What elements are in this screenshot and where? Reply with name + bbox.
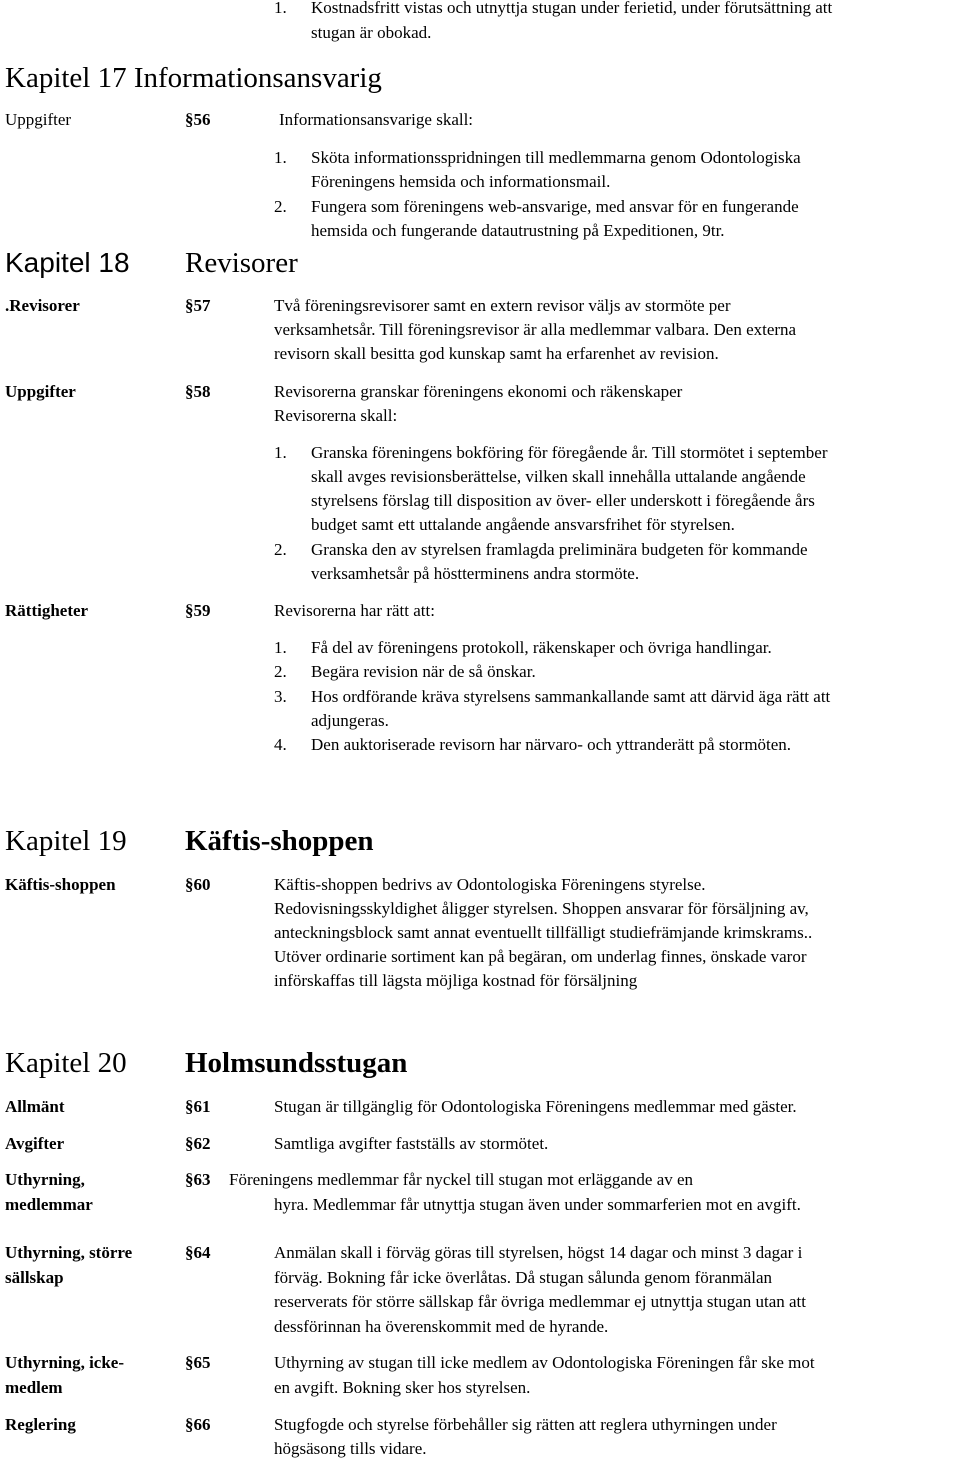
item-text: Fungera som föreningens web-ansvarige, med ansvar för en fungerande bbox=[311, 197, 799, 216]
item-number: 4. bbox=[274, 735, 287, 754]
item-number: 1. bbox=[274, 148, 287, 167]
item-text: Den auktoriserade revisorn har närvaro- och yttranderätt på stormöten. bbox=[311, 735, 792, 754]
section-text: Stugan är tillgänglig för Odontologiska Föreningens medlemmar med gäster. bbox=[274, 1097, 797, 1116]
section-text: högsäsong tills vidare. bbox=[274, 1439, 427, 1458]
item-number: 1. bbox=[274, 443, 287, 462]
section-label: Uppgifter bbox=[5, 110, 72, 129]
item-text: verksamhetsår på höstterminens andra stormöte. bbox=[311, 564, 640, 583]
section-text: förväg. Bokning får icke överlåtas. Då stugan sålunda genom föranmälan bbox=[274, 1268, 773, 1287]
paragraph-number: §64 bbox=[185, 1243, 211, 1262]
section-text: Stugfogde och styrelse förbehåller sig rätten att reglera uthyrningen under bbox=[274, 1415, 777, 1434]
paragraph-number: §60 bbox=[185, 875, 211, 894]
item-text: budget samt ett uttalande angående ansvarsfrihet för styrelsen. bbox=[311, 515, 735, 534]
section-text: Samtliga avgifter fastställs av stormötet. bbox=[274, 1134, 549, 1153]
paragraph-number: §61 bbox=[185, 1097, 211, 1116]
item-text: stugan är obokad. bbox=[311, 23, 432, 42]
section-text: Föreningens medlemmar får nyckel till stugan mot erläggande av en bbox=[229, 1170, 694, 1189]
section-text: dessförinnan ha överenskommit med de hyrande. bbox=[274, 1317, 609, 1336]
section-text: Revisorerna skall: bbox=[274, 406, 398, 425]
section-label: Uthyrning, bbox=[5, 1170, 85, 1189]
section-text: Två föreningsrevisorer samt en extern revisor väljs av stormöte per bbox=[274, 296, 731, 315]
item-text: Begära revision när de så önskar. bbox=[311, 662, 536, 681]
section-text: Utöver ordinarie sortiment kan på begäran, om underlag finnes, önskade varor bbox=[274, 947, 807, 966]
section-text: införskaffas till lägsta möjliga kostnad för försäljning bbox=[274, 971, 638, 990]
section-text: reserverats för större sällskap får övriga medlemmar ej utnyttja stugan utan att bbox=[274, 1292, 807, 1311]
section-text: Uthyrning av stugan till icke medlem av Odontologiska Föreningen får ske mot bbox=[274, 1353, 815, 1372]
section-label: .Revisorer bbox=[5, 296, 80, 315]
item-text: hemsida och fungerande datautrustning på Expeditionen, 9tr. bbox=[311, 221, 725, 240]
chapter-title: Käftis-shoppen bbox=[185, 825, 374, 857]
item-number: 3. bbox=[274, 687, 287, 706]
item-text: Sköta informationsspridningen till medlemmarna genom Odontologiska bbox=[311, 148, 801, 167]
item-number: 2. bbox=[274, 197, 287, 216]
item-text: Granska föreningens bokföring för föregående år. Till stormötet i september bbox=[311, 443, 828, 462]
section-text: verksamhetsår. Till föreningsrevisor är alla medlemmar valbara. Den externa bbox=[274, 320, 797, 339]
section-label: Reglering bbox=[5, 1415, 76, 1434]
section-text: Anmälan skall i förväg göras till styrelsen, högst 14 dagar och minst 3 dagar i bbox=[274, 1243, 803, 1262]
chapter-number: Kapitel 18 bbox=[5, 247, 130, 278]
section-intro: Informationsansvarige skall: bbox=[279, 110, 474, 129]
paragraph-number: §63 bbox=[185, 1170, 211, 1189]
paragraph-number: §56 bbox=[185, 110, 211, 129]
paragraph-number: §58 bbox=[185, 382, 211, 401]
paragraph-number: §57 bbox=[185, 296, 211, 315]
chapter-heading: Kapitel 17 Informationsansvarig bbox=[5, 62, 382, 94]
item-number: 2. bbox=[274, 662, 287, 681]
item-number: 2. bbox=[274, 540, 287, 559]
item-text: Föreningens hemsida och informationsmail. bbox=[311, 172, 611, 191]
item-text: styrelsens förslag till disposition av över- eller underskott i föregående års bbox=[311, 491, 815, 510]
section-text: hyra. Medlemmar får utnyttja stugan även under sommarferien mot en avgift. bbox=[274, 1195, 801, 1214]
section-text: Revisorerna granskar föreningens ekonomi och räkenskaper bbox=[274, 382, 683, 401]
section-text: anteckningsblock samt annat eventuellt tillfälligt studiefrämjande krimskrams.. bbox=[274, 923, 813, 942]
paragraph-number: §62 bbox=[185, 1134, 211, 1153]
section-label: Allmänt bbox=[5, 1097, 65, 1116]
item-text: Få del av föreningens protokoll, räkenskaper och övriga handlingar. bbox=[311, 638, 772, 657]
section-text: revisorn skall besitta god kunskap samt ha erfarenhet av revision. bbox=[274, 344, 719, 363]
section-intro: Revisorerna har rätt att: bbox=[274, 601, 435, 620]
section-label: Käftis-shoppen bbox=[5, 875, 116, 894]
section-label: Avgifter bbox=[5, 1134, 65, 1153]
item-text: adjungeras. bbox=[311, 711, 389, 730]
section-label: medlemmar bbox=[5, 1195, 93, 1214]
paragraph-number: §66 bbox=[185, 1415, 211, 1434]
item-text: Granska den av styrelsen framlagda preliminära budgeten för kommande bbox=[311, 540, 808, 559]
item-number: 1. bbox=[274, 0, 287, 17]
item-number: 1. bbox=[274, 638, 287, 657]
section-label: medlem bbox=[5, 1378, 63, 1397]
paragraph-number: §59 bbox=[185, 601, 211, 620]
section-text: Käftis-shoppen bedrivs av Odontologiska Föreningens styrelse. bbox=[274, 875, 706, 894]
section-label: Uthyrning, större bbox=[5, 1243, 133, 1262]
chapter-number: Kapitel 20 bbox=[5, 1047, 127, 1079]
item-text: Kostnadsfritt vistas och utnyttja stugan under ferietid, under förutsättning att bbox=[311, 0, 833, 17]
item-text: Hos ordförande kräva styrelsens sammankallande samt att därvid äga rätt att bbox=[311, 687, 831, 706]
section-label: sällskap bbox=[5, 1268, 64, 1287]
paragraph-number: §65 bbox=[185, 1353, 211, 1372]
section-label: Uppgifter bbox=[5, 382, 76, 401]
section-label: Uthyrning, icke- bbox=[5, 1353, 124, 1372]
chapter-number: Kapitel 19 bbox=[5, 825, 127, 857]
section-text: Redovisningsskyldighet åligger styrelsen. Shoppen ansvarar för försäljning av, bbox=[274, 899, 809, 918]
section-label: Rättigheter bbox=[5, 601, 89, 620]
chapter-title: Revisorer bbox=[185, 247, 298, 279]
chapter-title: Holmsundsstugan bbox=[185, 1047, 408, 1079]
item-text: skall avges revisionsberättelse, vilken skall innehålla uttalande angående bbox=[311, 467, 806, 486]
section-text: en avgift. Bokning sker hos styrelsen. bbox=[274, 1378, 531, 1397]
